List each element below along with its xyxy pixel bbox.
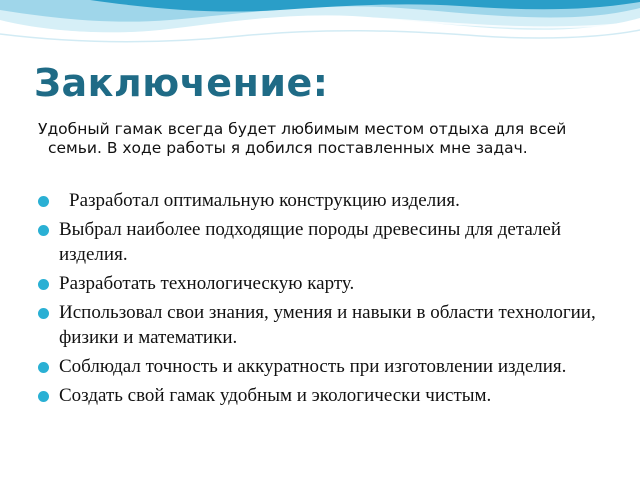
list-item [38, 383, 618, 408]
list-item [38, 188, 618, 213]
list-item-text: Создать свой гамак удобным и экологически чистым. [59, 385, 492, 406]
list-item-text: Выбрал наиболее подходящие породы древесины для деталей изделия. [59, 219, 562, 265]
list-item-text: Разработать технологическую карту. [59, 273, 355, 294]
bullet-dot-icon [38, 279, 49, 290]
list-item [38, 217, 618, 267]
bullet-dot-icon [38, 196, 49, 207]
bullet-dot-icon [38, 362, 49, 373]
conclusion-list [38, 188, 618, 412]
list-item-text: Соблюдал точность и аккуратность при изготовлении изделия. [59, 356, 567, 377]
list-item-text: Разработал оптимальную конструкцию изделия. [69, 190, 460, 211]
header-wave-decoration [0, 0, 640, 60]
list-item [38, 271, 618, 296]
bullet-dot-icon [38, 308, 49, 319]
list-item-text: Использовал свои знания, умения и навыки в области технологии, физики и математики. [59, 302, 596, 348]
bullet-dot-icon [38, 225, 49, 236]
bullet-dot-icon [38, 391, 49, 402]
intro-paragraph: Удобный гамак всегда будет любимым местом отдыха для всей семьи. В ходе работы я добился поставленных мне задач. [38, 120, 567, 157]
list-item [38, 300, 618, 350]
list-item [38, 354, 618, 379]
slide-title: Заключение: [34, 61, 329, 105]
